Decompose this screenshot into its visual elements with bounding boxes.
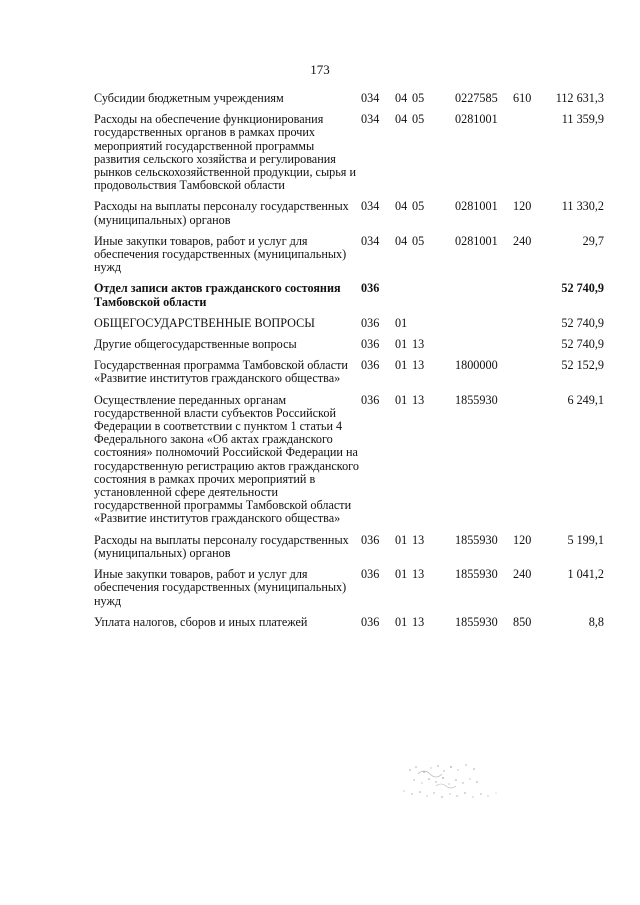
- table-row: [94, 338, 604, 359]
- row-expense-type-code: 850: [513, 614, 532, 629]
- row-section-code: 01: [395, 358, 408, 373]
- row-name: Расходы на обеспечение функционирования государственных органов в рамках прочих мероприятий государственной программы развития сельского хозяйства и регулирования рынков сельскохозяйственной продукции, сырья и продовольствия Тамбовской области: [94, 112, 356, 193]
- row-subsection-code: 13: [412, 392, 425, 407]
- row-target-code: 1855930: [455, 567, 498, 582]
- row-subsection-code: 05: [412, 199, 425, 214]
- row-subsection-code: 13: [412, 532, 425, 547]
- row-section-code: [395, 282, 412, 316]
- row-expense-type-code: [513, 338, 549, 359]
- row-section-code: 04: [395, 199, 408, 214]
- row-name: Расходы на выплаты персоналу государственных (муниципальных) органов: [94, 199, 349, 227]
- table-row: [94, 359, 604, 393]
- row-ved-code: 036: [361, 392, 380, 407]
- page-number: 173: [310, 62, 330, 77]
- row-expense-type-code: 240: [513, 567, 532, 582]
- row-section-code: 01: [395, 315, 408, 330]
- faint-stamp-mark: [396, 758, 506, 808]
- table-row: [94, 616, 604, 637]
- row-target-code: 1855930: [455, 532, 498, 547]
- row-subsection-code: 13: [412, 337, 425, 352]
- row-subsection-code: [412, 317, 455, 338]
- row-subsection-code: 05: [412, 91, 425, 105]
- row-name: Государственная программа Тамбовской области «Развитие институтов гражданского общества»: [94, 358, 348, 386]
- row-amount: 52 740,9: [561, 315, 604, 330]
- row-subsection-code: 13: [412, 358, 425, 373]
- table-row: [94, 92, 604, 113]
- row-section-code: 01: [395, 614, 408, 629]
- budget-table: [94, 92, 604, 637]
- row-name: Иные закупки товаров, работ и услуг для обеспечения государственных (муниципальных) нужд: [94, 233, 347, 275]
- row-ved-code: 036: [361, 614, 380, 629]
- row-expense-type-code: 610: [513, 91, 532, 105]
- row-expense-type-code: [513, 113, 549, 200]
- row-target-code: [455, 338, 513, 359]
- row-name: Другие общегосударственные вопросы: [94, 337, 297, 352]
- row-name: Уплата налогов, сборов и иных платежей: [94, 614, 308, 629]
- table-row: [94, 282, 604, 316]
- row-amount: 52 740,9: [561, 337, 604, 352]
- row-ved-code: 036: [361, 532, 380, 547]
- row-section-code: 01: [395, 532, 408, 547]
- row-ved-code: 034: [361, 112, 380, 127]
- row-target-code: 0281001: [455, 233, 498, 248]
- table-row: [94, 113, 604, 200]
- row-ved-code: 036: [361, 358, 380, 373]
- row-ved-code: 034: [361, 91, 380, 105]
- row-name: ОБЩЕГОСУДАРСТВЕННЫЕ ВОПРОСЫ: [94, 315, 315, 330]
- row-ved-code: 036: [361, 567, 380, 582]
- row-section-code: 04: [395, 91, 408, 105]
- row-expense-type-code: 120: [513, 199, 532, 214]
- row-target-code: 1855930: [455, 614, 498, 629]
- row-section-code: 01: [395, 337, 408, 352]
- row-expense-type-code: [513, 282, 549, 316]
- row-amount: 52 740,9: [561, 281, 604, 296]
- row-expense-type-code: 240: [513, 233, 532, 248]
- row-ved-code: 036: [361, 315, 380, 330]
- row-target-code: [455, 317, 513, 338]
- budget-table-body: [94, 92, 604, 637]
- row-amount: 11 330,2: [561, 199, 604, 214]
- row-subsection-code: 13: [412, 614, 425, 629]
- row-target-code: 1855930: [455, 392, 498, 407]
- row-amount: 52 152,9: [561, 358, 604, 373]
- row-amount: 29,7: [582, 233, 604, 248]
- row-expense-type-code: [513, 317, 549, 338]
- row-name: Иные закупки товаров, работ и услуг для обеспечения государственных (муниципальных) нужд: [94, 567, 347, 608]
- row-amount: 112 631,3: [555, 91, 604, 105]
- row-expense-type-code: 120: [513, 532, 532, 547]
- row-amount: 6 249,1: [567, 392, 604, 407]
- row-name: Отдел записи актов гражданского состояния Тамбовской области: [94, 281, 341, 309]
- row-section-code: 01: [395, 567, 408, 582]
- row-target-code: 0227585: [455, 91, 498, 105]
- stamp-marks-graphic: [396, 758, 506, 808]
- row-amount: 8,8: [588, 614, 604, 629]
- row-subsection-code: [412, 282, 455, 316]
- row-target-code: 0281001: [455, 112, 498, 127]
- row-subsection-code: 05: [412, 233, 425, 248]
- row-amount: 1 041,2: [567, 567, 604, 582]
- row-name: Расходы на выплаты персоналу государственных (муниципальных) органов: [94, 532, 349, 560]
- table-row: [94, 394, 604, 534]
- row-ved-code: 034: [361, 199, 380, 214]
- row-section-code: 04: [395, 233, 408, 248]
- row-ved-code: 036: [361, 281, 380, 296]
- row-target-code: 0281001: [455, 199, 498, 214]
- row-target-code: [455, 282, 513, 316]
- table-row: [94, 235, 604, 283]
- row-amount: 5 199,1: [567, 532, 604, 547]
- row-section-code: 01: [395, 392, 408, 407]
- table-row: [94, 534, 604, 568]
- row-expense-type-code: [513, 359, 549, 393]
- row-name: Осуществление переданных органам государственной власти субъектов Российской Федерации в соответствии с пунктом 1 статьи 4 Федерального закона «Об актах гражданского состояния» полномочий Российской Федерации на государственную регистрацию актов гражданского состояния в рамках прочих мероприятий в установленной сфере деятельности государственной программы Тамбовской области «Развитие институтов гражданского общества»: [94, 392, 359, 526]
- table-row: [94, 568, 604, 616]
- row-subsection-code: 13: [412, 567, 425, 582]
- row-ved-code: 036: [361, 337, 380, 352]
- row-target-code: 1800000: [455, 358, 498, 373]
- table-row: [94, 200, 604, 234]
- row-amount: 11 359,9: [561, 112, 604, 127]
- row-subsection-code: 05: [412, 112, 425, 127]
- row-name: Субсидии бюджетным учреждениям: [94, 91, 284, 105]
- row-section-code: 04: [395, 112, 408, 127]
- row-expense-type-code: [513, 394, 549, 534]
- table-row: [94, 317, 604, 338]
- row-ved-code: 034: [361, 233, 380, 248]
